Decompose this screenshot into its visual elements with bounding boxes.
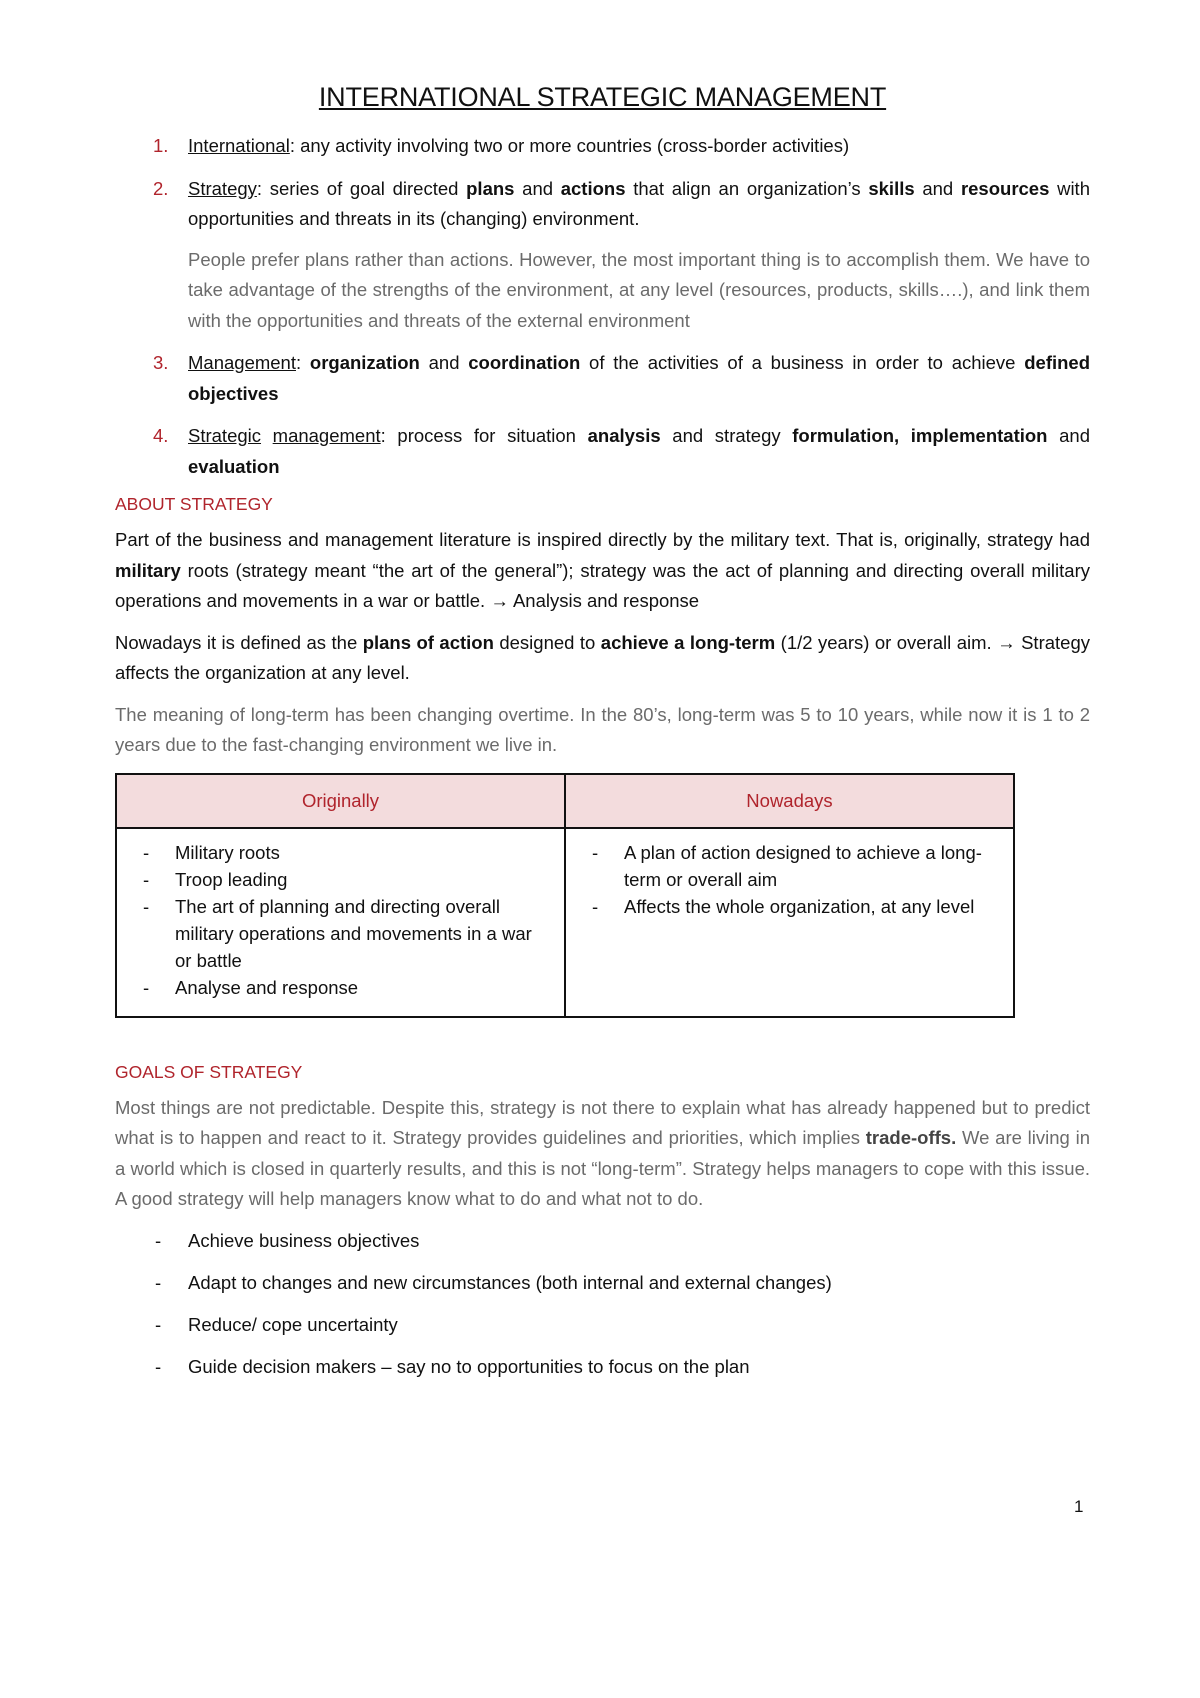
comparison-table (115, 773, 1015, 1018)
bold-run: evaluation (188, 455, 280, 477)
table-header-nowadays: Nowadays (565, 774, 1014, 828)
bold-run: military (115, 559, 181, 581)
bold-run: achieve a long-term (600, 631, 776, 653)
text-run: and strategy (660, 425, 793, 446)
list-number: 2. (153, 177, 169, 199)
text-run: : process for situation (380, 425, 588, 446)
text-run: : series of goal directed (256, 177, 467, 199)
list-item: - Military roots (129, 839, 552, 866)
term: Strategic (188, 425, 262, 446)
list-item: - Reduce/ cope uncertainty (115, 1310, 1090, 1340)
text-run: with opportunities and threats in its (changing) environment. (188, 177, 1090, 229)
text-run: that align an organization’s (625, 177, 869, 199)
nowadays-list (578, 839, 1001, 920)
bold-run: skills (868, 177, 915, 199)
strategy-note: People prefer plans rather than actions. However, the most important thing is to accomplish them. We have to take advantage of the strengths of the environment, at any level (resources, products, skills….), and link them with the opportunities and threats of the external environment (188, 248, 1090, 331)
term: International (188, 135, 290, 156)
page-number: 1 (1074, 1497, 1084, 1516)
table-header-row (116, 774, 1014, 828)
list-item: - Analyse and response (129, 974, 552, 1001)
list-item: - A plan of action designed to achieve a long-term or overall aim (578, 839, 1001, 893)
text-run: Nowadays it is defined as the (115, 631, 363, 653)
section-heading-goals-of-strategy: GOALS OF STRATEGY (115, 1061, 303, 1082)
text-run: and (1047, 425, 1090, 446)
definition-text: : any activity involving two or more countries (cross-border activities) (289, 135, 850, 156)
list-number: 3. (153, 352, 169, 373)
bold-run: analysis (587, 425, 661, 446)
list-item: - The art of planning and directing overall military operations and movements in a war or battle (129, 893, 552, 974)
goals-list (115, 1226, 1090, 1382)
definitions-list (115, 131, 1090, 482)
section-heading-about-strategy: ABOUT STRATEGY (115, 494, 273, 514)
table-cell-originally (116, 828, 565, 1017)
list-number: 4. (153, 425, 169, 446)
definition-international (115, 131, 1090, 162)
text-run: Part of the business and management literature is inspired directly by the military text. That is, originally, strategy had (115, 529, 1090, 550)
definition-strategy (115, 174, 1090, 337)
list-item: - Troop leading (129, 866, 552, 893)
bold-run: organization (309, 352, 420, 373)
bold-run: defined objectives (188, 352, 1091, 404)
about-paragraph-2 (115, 628, 1090, 689)
bold-run: coordination (468, 352, 581, 373)
table-header-originally: Originally (116, 774, 565, 828)
text-run: and (514, 177, 561, 199)
about-paragraph-3: The meaning of long-term has been changing overtime. In the 80’s, long-term was 5 to 10 years, while now it is 1 to 2 years due to the fast-changing environment we live in. (115, 703, 1090, 755)
text-run: designed to (493, 631, 601, 653)
text-run: We are living in a world which is closed in quarterly results, and this is not “long-term”. Strategy helps managers to cope with this issue. A good strategy will help managers know what to do and what not to do. (115, 1127, 1090, 1209)
definition-strategic-management (115, 421, 1090, 482)
text-run: of the activities of a business in order to achieve (580, 352, 1025, 373)
goals-paragraph (115, 1093, 1090, 1215)
text-run: (1/2 years) or overall aim. → Strategy affects the organization at any level. (115, 631, 1090, 683)
document-title: INTERNATIONAL STRATEGIC MANAGEMENT (318, 82, 887, 112)
about-paragraph-1 (115, 525, 1090, 617)
bold-run: resources (960, 177, 1050, 199)
text-run: roots (strategy meant “the art of the general”); strategy was the act of planning and directing overall military operations and movements in a war or battle. → Analysis and response (115, 559, 1090, 611)
bold-run: plans of action (362, 631, 494, 653)
table-row (116, 828, 1014, 1017)
term: Management (188, 352, 296, 373)
text-run: : (295, 352, 310, 373)
term: management (272, 425, 381, 446)
text-run: and (419, 352, 469, 373)
originally-list (129, 839, 552, 1001)
term: Strategy (188, 177, 257, 199)
list-item: - Achieve business objectives (115, 1226, 1090, 1256)
bold-run: formulation, implementation (792, 425, 1048, 446)
list-number: 1. (153, 135, 169, 156)
list-item: - Affects the whole organization, at any level (578, 893, 1001, 920)
text-run: and (914, 177, 961, 199)
bold-run: trade-offs. (865, 1127, 957, 1148)
bold-run: actions (560, 177, 626, 199)
definition-management (115, 348, 1090, 409)
list-item: - Guide decision makers – say no to opportunities to focus on the plan (115, 1352, 1090, 1382)
page-content (115, 82, 1090, 1394)
list-item: - Adapt to changes and new circumstances (both internal and external changes) (115, 1268, 1090, 1298)
bold-run: plans (466, 177, 515, 199)
text-run: Most things are not predictable. Despite this, strategy is not there to explain what has already happened but to predict what is to happen and react to it. Strategy provides guidelines and priorities, which implies (115, 1096, 1090, 1148)
table-cell-nowadays (565, 828, 1014, 1017)
